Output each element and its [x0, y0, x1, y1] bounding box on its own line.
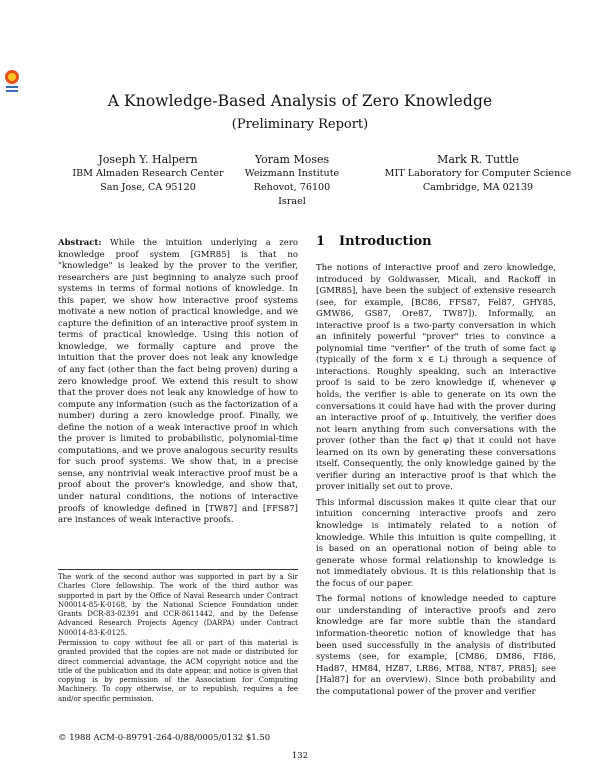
section-heading — [316, 234, 556, 249]
permission-notice: Permission to copy without fee all or part of this material is granted provided that the copies are not made or distributed for direct commercial advantage, the ACM copyright notice and the title of the publication and its date appear, and notice is given that copying is by permission of the Association for Computing Machinery. To copy otherwise, or to republish, requires a fee and/or specific permission. — [58, 639, 298, 703]
abstract-label: Abstract: — [58, 238, 102, 248]
author-name: Mark R. Tuttle — [437, 153, 519, 166]
author-country: Israel — [278, 196, 306, 207]
author-affiliation: Weizmann Institute — [244, 168, 340, 179]
funding-footnote: The work of the second author was supported in part by a Sir Charles Clore fellowship. The work of the third author was supported in part by the Office of Naval Research under Contract N00014-85-K-0168, by the National Science Foundation under Grants DCR-83-02391 and CCR-8611442, and by the Defense Advanced Research Projects Agency (DARPA) under Contract N00014-83-K-0125. — [58, 569, 298, 638]
section-number: 1 — [316, 234, 326, 249]
abstract — [58, 238, 298, 527]
author-name: Joseph Y. Halpern — [98, 153, 198, 166]
section-title: Introduction — [339, 234, 432, 249]
copyright-line: © 1988 ACM-0-89791-264-0/88/0005/0132 $1.50 — [58, 733, 271, 743]
author-location: Cambridge, MA 02139 — [422, 182, 534, 193]
author-block — [48, 152, 248, 195]
author-location: Rehovot, 76100 — [253, 182, 331, 193]
paper-subtitle: (Preliminary Report) — [231, 117, 369, 132]
paragraph: The formal notions of knowledge needed to capture our understanding of interactive proofs and zero knowledge are far more subtle than the standard information-theoretic notion of knowledge that has been used successfully in the analysis of distributed systems (see, for example, [CM86, DM86, FI86, Had87, HM84, HZ87, LR86, MT88, NT87, PR85]; see [Hal87] for an overview). Since both probability and the computational power of the prover and verifier — [316, 594, 556, 697]
introduction-body — [316, 263, 556, 702]
author-block — [222, 152, 362, 209]
abstract-text: While the intuition underlying a zero knowledge proof system [GMR85] is that no "knowledge" is leaked by the prover to the verifier, researchers are just beginning to analyze such proof systems in terms of formal notions of knowledge. In this paper, we show how interactive proof systems motivate a new notion of practical knowledge, and we capture the definition of an interactive proof system in terms of practical knowledge. Using this notion of knowledge, we formally capture and prove the intuition that the prover does not leak any knowledge of any fact (other than the fact being proven) during a zero knowledge proof. We extend this result to show that the prover does not leak any knowledge of how to compute any information (such as the factorization of a number) during a zero knowledge proof. Finally, we define the notion of a weak interactive proof in which the prover is limited to probabilistic, polynomial-time computations, and we prove analogous security results for such proof systems. We show that, in a precise sense, any nontrivial weak interactive proof must be a proof about the prover's knowledge, and show that, under natural conditions, the notions of interactive proofs of knowledge defined in [TW87] and [FFS87] are instances of weak interactive proofs. — [58, 238, 298, 526]
author-affiliation: IBM Almaden Research Center — [72, 168, 224, 179]
page-number: 132 — [291, 751, 309, 761]
paragraph: This informal discussion makes it quite clear that our intuition concerning interactive proofs and zero knowledge is intimately related to a notion of knowledge. While this intuition is quite compelling, it is based on an operational notion of being able to generate whose formal relationship to knowledge is not immediately obvious. It is this relationship that is the focus of our paper. — [316, 497, 556, 589]
author-block — [368, 152, 588, 195]
author-name: Yoram Moses — [254, 153, 330, 166]
paragraph: The notions of interactive proof and zero knowledge, introduced by Goldwasser, Micali, and Rackoff in [GMR85], have been the subject of extensive research (see, for example, [BC86, FFS87, Fel87, GHY85, GMW86, GS87, Ore87, TW87]). Informally, an interactive proof is a two-party conversation in which an infinitely powerful "prover" tries to convince a polynomial time "verifier" of the truth of some fact φ (typically of the form x ∈ L) through a sequence of interactions. Roughly speaking, such an interactive proof is said to be zero knowledge if, whenever φ holds, the verifier is able to generate on its own the conversations it could have had with the prover during an interactive proof of φ. Intuitively, the verifier does not learn anything from such conversations with the prover (other than the fact φ) that it could not have learned on its own by generating these conversations itself. Consequently, the only knowledge gained by the verifier during an interactive proof is that which the prover initially set out to prove. — [316, 263, 556, 493]
author-affiliation: MIT Laboratory for Computer Science — [384, 168, 572, 179]
paper-title: A Knowledge-Based Analysis of Zero Knowledge — [107, 92, 493, 110]
author-location: San Jose, CA 95120 — [100, 182, 196, 193]
